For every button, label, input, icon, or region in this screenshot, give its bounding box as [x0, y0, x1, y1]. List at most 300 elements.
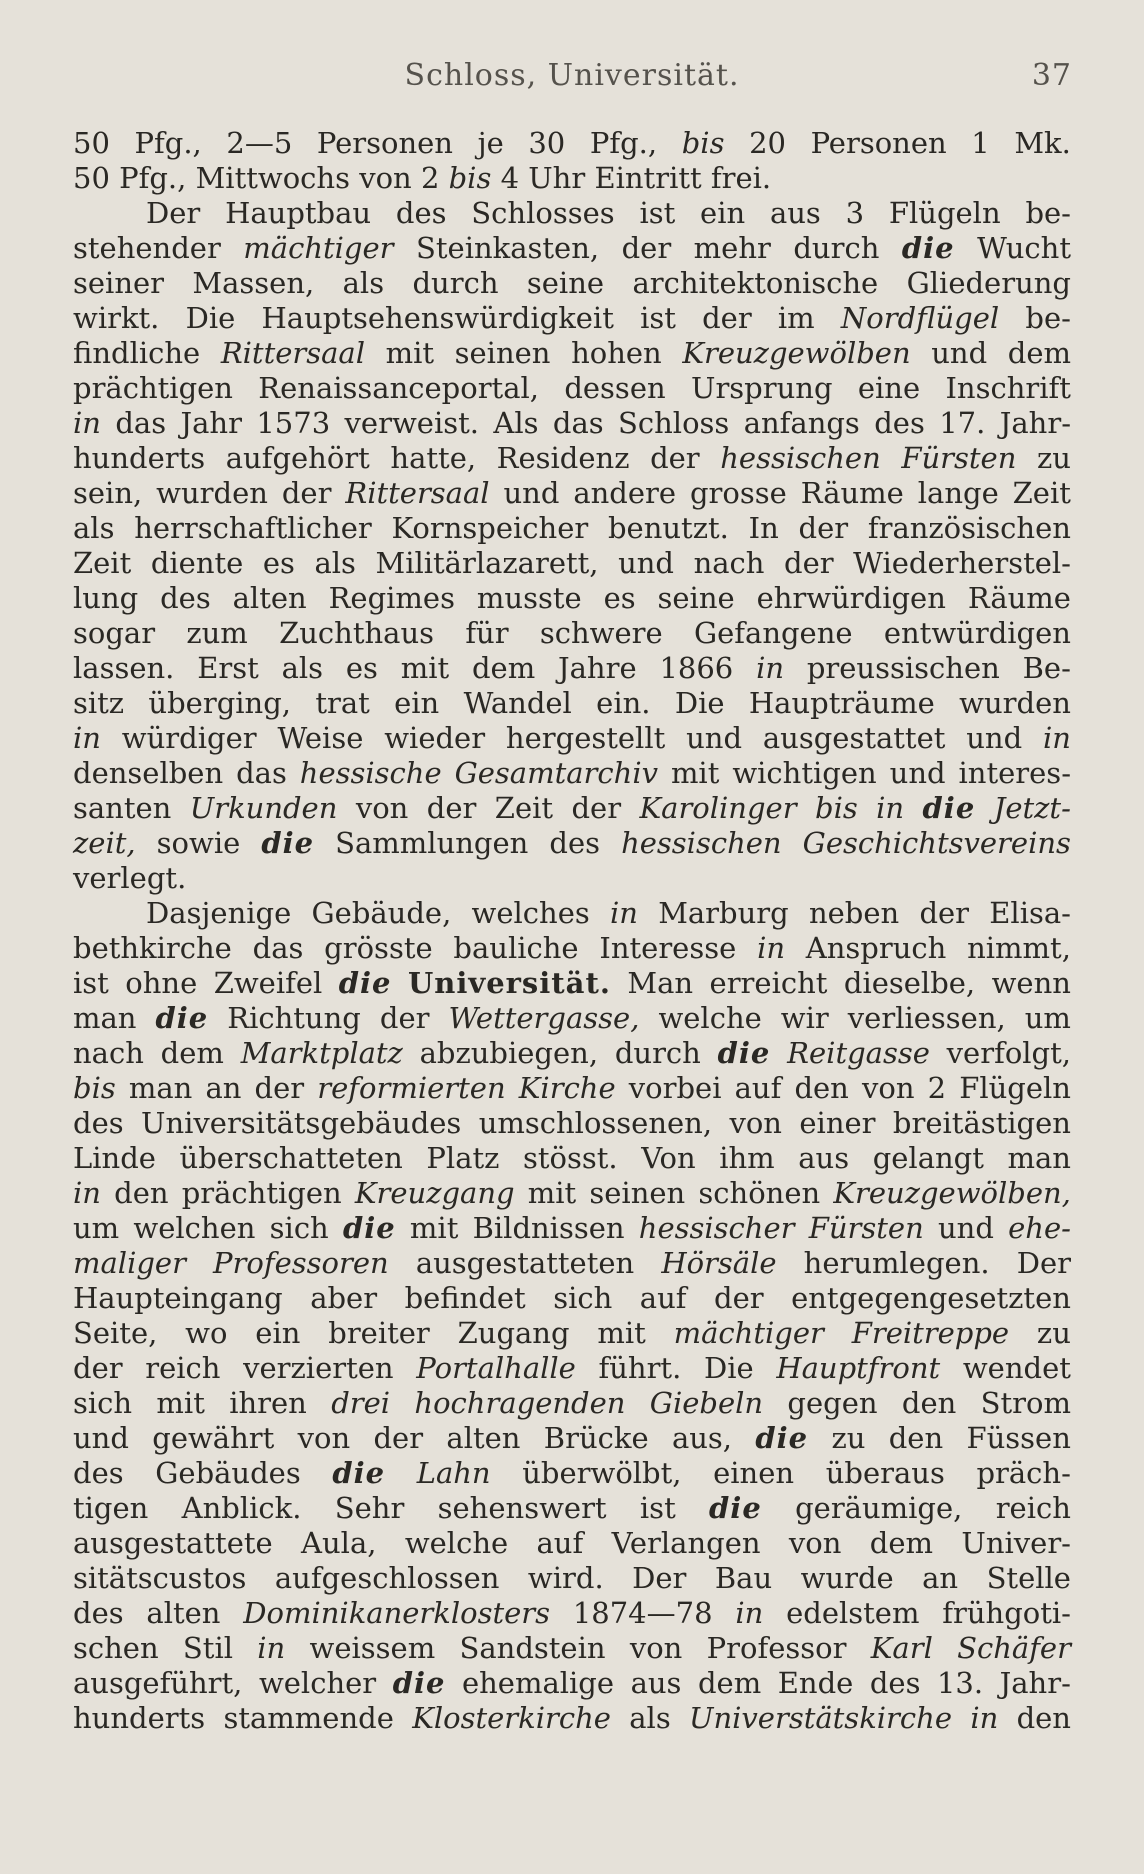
word: französischen [867, 511, 1071, 545]
text-line [73, 511, 1071, 546]
word: architektonische [632, 266, 879, 300]
word: des [869, 1666, 921, 1700]
text-line [73, 791, 1071, 826]
word: be- [1025, 301, 1071, 335]
text-line [73, 441, 1071, 476]
word: ihren [229, 1386, 307, 1420]
word: Inschrift [945, 371, 1071, 405]
word: in [757, 931, 786, 965]
word: den [901, 1386, 957, 1420]
word: Massen, [192, 266, 315, 300]
word: 13. [936, 1666, 984, 1700]
word: Der [1016, 1246, 1071, 1280]
text-line [73, 861, 1071, 896]
word: Gesamtarchiv [454, 756, 658, 790]
word: Jetzt- [993, 791, 1071, 825]
word: stösst. [523, 1141, 618, 1175]
word: aus [769, 196, 821, 230]
word: mächtiger [243, 231, 394, 265]
word: um [73, 1211, 120, 1245]
word: als [342, 266, 385, 300]
word: Hörsäle [661, 1246, 777, 1280]
word: die [338, 966, 392, 1000]
word: Universitätsgebäudes [141, 1106, 462, 1140]
word: mit [527, 1176, 577, 1210]
word: dessen [564, 371, 666, 405]
text-line [73, 1631, 1071, 1666]
text-line [73, 896, 1071, 931]
word: aus [630, 1666, 682, 1700]
word: Steinkasten, [416, 231, 600, 265]
word: lung [73, 581, 139, 615]
word: die [155, 1001, 209, 1035]
word: Zweifel [213, 966, 323, 1000]
word: Räume [800, 476, 904, 510]
word: Als [493, 406, 539, 440]
word: dem [1007, 336, 1071, 370]
word: gegen [787, 1386, 878, 1420]
word: des [549, 826, 600, 860]
word: Mk. [1014, 126, 1071, 160]
word: vorbei [628, 1071, 722, 1105]
word: trat [315, 686, 370, 720]
word: Karolinger [639, 791, 797, 825]
word: Geschichtsvereins [802, 826, 1071, 860]
word: das [252, 931, 304, 965]
word: das [115, 406, 167, 440]
word: mit [670, 756, 720, 790]
word: Professor [706, 1631, 847, 1665]
word: die [261, 826, 315, 860]
word: Platz [426, 1141, 500, 1175]
word: und [889, 756, 946, 790]
word: nimmt, [967, 931, 1071, 965]
word: aus, [671, 1421, 733, 1455]
page-number: 37 [1031, 58, 1072, 93]
word: sitz [73, 686, 125, 720]
word: 17. [939, 406, 986, 440]
word: den [1016, 1701, 1071, 1735]
word: Karl [870, 1631, 933, 1665]
word: in [73, 1176, 101, 1210]
word: dem [697, 1666, 762, 1700]
word: alten [232, 581, 307, 615]
word: es [262, 546, 295, 580]
word: Professoren [213, 1246, 389, 1280]
running-head-title: Schloss, Universität. [404, 58, 740, 93]
text-line [73, 231, 1071, 266]
word: von [629, 1631, 683, 1665]
word: und [937, 1211, 994, 1245]
word: nach [693, 546, 765, 580]
text-line [73, 1001, 1071, 1036]
word: Seite, [73, 1316, 158, 1350]
text-line [73, 126, 1071, 161]
word: diente [150, 546, 244, 580]
word: Marburg [658, 896, 789, 930]
word: dem [160, 1036, 224, 1070]
word: 1874—78 [572, 1596, 713, 1630]
word: auf [734, 1071, 782, 1105]
word: sich [553, 1281, 613, 1315]
word: der [281, 476, 332, 510]
word: Dominikanerklosters [243, 1596, 551, 1630]
text-line [73, 1491, 1071, 1526]
word: überwölbt, [522, 1456, 682, 1490]
word: hatte, [390, 441, 477, 475]
word: mit [385, 336, 435, 370]
word: des [73, 1596, 124, 1630]
word: als [629, 1701, 671, 1735]
word: schwere [539, 616, 663, 650]
text-line [73, 651, 1071, 686]
word: Erst [197, 651, 259, 685]
word: Personen [810, 126, 947, 160]
word: Zuchthaus [279, 616, 435, 650]
word: ehe- [1008, 1211, 1071, 1245]
word: zu [831, 1421, 866, 1455]
text-line [73, 1386, 1071, 1421]
word: reformierten [317, 1071, 506, 1105]
word: mit [156, 1386, 205, 1420]
text-line [73, 1281, 1071, 1316]
word: dieselbe, [843, 966, 976, 1000]
word: ein [255, 1316, 301, 1350]
word: Richtung [227, 1001, 361, 1035]
word: Marktplatz [240, 1036, 403, 1070]
word: wurden [959, 686, 1071, 720]
word: Flügeln [888, 196, 1001, 230]
word: auf [536, 1526, 584, 1560]
word: In [748, 511, 779, 545]
text-line [73, 1211, 1071, 1246]
word: sogar [73, 616, 156, 650]
word: Kreuzgang [354, 1176, 515, 1210]
word: bauliche [453, 931, 579, 965]
word: verweist. [344, 406, 479, 440]
word: der [798, 511, 849, 545]
word: musste [476, 581, 582, 615]
word: Dasjenige [146, 896, 292, 930]
word: Weise [277, 721, 364, 755]
word: bis [73, 1071, 116, 1105]
word: Zeit [494, 791, 554, 825]
word: Flügeln [959, 1071, 1071, 1105]
word: der [784, 546, 834, 580]
word: sowie [156, 826, 241, 860]
word: der [426, 791, 477, 825]
word: ehemalige [461, 1666, 615, 1700]
word: santen [73, 791, 172, 825]
text-line [73, 1456, 1071, 1491]
word: es [603, 581, 636, 615]
word: Universtätskirche [689, 1701, 952, 1735]
text-line [73, 1071, 1071, 1106]
text-line [73, 1246, 1071, 1281]
text-line [73, 371, 1071, 406]
word: den [888, 1421, 944, 1455]
word: der [650, 441, 700, 475]
word: hessischer [638, 1211, 795, 1245]
word: Uhr [528, 161, 586, 195]
text-line [73, 546, 1071, 581]
word: Regimes [328, 581, 455, 615]
text-line [73, 826, 1071, 861]
word: und [73, 1421, 129, 1455]
word: dem [471, 651, 536, 685]
word: Residenz [496, 441, 630, 475]
word: Stil [182, 1631, 233, 1665]
word: schönen [698, 1176, 821, 1210]
word: Giebeln [649, 1386, 764, 1420]
word: die [901, 231, 955, 265]
word: Pfg., [134, 126, 202, 160]
word: Sandstein [459, 1631, 606, 1665]
word: Schloss [618, 406, 730, 440]
word: breitästigen [892, 1106, 1071, 1140]
text-line [73, 686, 1071, 721]
word: Portalhalle [416, 1351, 576, 1385]
word: Die [674, 686, 725, 720]
word: des [73, 1106, 124, 1140]
word: der [714, 1281, 764, 1315]
text-line [73, 1141, 1071, 1176]
text-line [73, 1106, 1071, 1141]
word: des [73, 1456, 124, 1490]
word: mit [400, 651, 450, 685]
body-text [73, 126, 1071, 1736]
word: 4 [500, 161, 520, 195]
word: bethkirche [73, 931, 232, 965]
word: in [257, 1631, 286, 1665]
word: einen [713, 1456, 795, 1490]
word: dem [869, 1526, 934, 1560]
word: von [788, 1526, 842, 1560]
word: entgegengesetzten [791, 1281, 1071, 1315]
word: Wettergasse, [448, 1001, 640, 1035]
word: ist [639, 196, 676, 230]
word: man [128, 1071, 193, 1105]
word: bis [448, 161, 492, 195]
word: frei. [710, 161, 772, 195]
word: 20 [749, 126, 786, 160]
word: Der [632, 1561, 687, 1595]
word: wendet [962, 1351, 1071, 1385]
word: um [1024, 1001, 1071, 1035]
text-line [73, 1421, 1071, 1456]
word: seinen [454, 336, 551, 370]
word: Strom [980, 1386, 1071, 1420]
word: überging, [148, 686, 291, 720]
word: zum [186, 616, 248, 650]
word: den [794, 1071, 849, 1105]
word: seiner [73, 266, 165, 300]
word: die [332, 1456, 386, 1490]
word: wurde [800, 1561, 894, 1595]
word: interes- [958, 756, 1071, 790]
word: Die [185, 301, 236, 335]
word: als [281, 651, 324, 685]
word: des [160, 581, 211, 615]
word: seine [657, 581, 735, 615]
word: wird. [527, 1561, 604, 1595]
word: ausgestattet [762, 721, 946, 755]
word: 2 [420, 161, 440, 195]
word: Jahr- [999, 1666, 1071, 1700]
word: ein [700, 196, 746, 230]
text-line [73, 301, 1071, 336]
word: ihm [719, 1141, 775, 1175]
word: Nordflügel [840, 301, 1000, 335]
text-line [73, 1036, 1071, 1071]
word: der [702, 301, 752, 335]
word: schen [73, 1631, 159, 1665]
word: Haupträume [748, 686, 935, 720]
word: auf [639, 1281, 687, 1315]
word: man [73, 1001, 137, 1035]
word: aufgehört [225, 441, 370, 475]
word: Zeit [1012, 476, 1071, 510]
word: hochragenden [414, 1386, 626, 1420]
word: Pfg., [119, 161, 187, 195]
word: gewährt [152, 1421, 275, 1455]
word: 2 [927, 1071, 947, 1105]
word: Jahr- [999, 406, 1071, 440]
word: Wucht [977, 231, 1071, 265]
text-line [73, 1561, 1071, 1596]
word: grösste [324, 931, 433, 965]
word: ehrwürdigen [756, 581, 946, 615]
word: gelangt [872, 1141, 984, 1175]
word: Bildnissen [472, 1211, 625, 1245]
word: Eintritt [594, 161, 702, 195]
word: Reitgasse [787, 1036, 930, 1070]
word: Elisa- [989, 896, 1071, 930]
word: Militärlazarett, [375, 546, 599, 580]
word: herumlegen. [803, 1246, 990, 1280]
word: geräumige, [795, 1491, 963, 1525]
text-line [73, 1701, 1071, 1736]
word: Kreuzgewölben [682, 336, 911, 370]
word: 1 [971, 126, 990, 160]
text-line [73, 336, 1071, 371]
word: verzierten [243, 1351, 394, 1385]
text-line [73, 196, 1071, 231]
word: Linde [73, 1141, 156, 1175]
word: welchen [133, 1211, 256, 1245]
word: bis [815, 791, 858, 825]
word: die [717, 1036, 771, 1070]
word: Fürsten [901, 441, 1017, 475]
word: der [73, 1351, 123, 1385]
word: grosse [689, 476, 787, 510]
word: durch [412, 266, 499, 300]
text-line [73, 756, 1071, 791]
word: in [610, 896, 638, 930]
word: in [73, 406, 101, 440]
word: die [709, 1491, 762, 1525]
word: seine [526, 266, 605, 300]
word: es [345, 651, 378, 685]
word: welches [471, 896, 590, 930]
word: nach [73, 1036, 144, 1070]
word: Gebäudes [155, 1456, 301, 1490]
word: Brücke [543, 1421, 649, 1455]
word: von [359, 161, 412, 195]
word: und [686, 721, 743, 755]
word: Fürsten [808, 1211, 924, 1245]
word: hohen [571, 336, 662, 370]
word: entwürdigen [883, 616, 1071, 650]
word: man [1007, 1141, 1071, 1175]
word: prächtigen [181, 1176, 342, 1210]
word: Personen [316, 126, 453, 160]
word: die [922, 791, 976, 825]
word: des [395, 196, 447, 230]
word: zu [1036, 1316, 1071, 1350]
word: von [297, 1421, 351, 1455]
word: Sehr [334, 1491, 405, 1525]
word: Kornspeicher [391, 511, 589, 545]
word: Hauptfront [776, 1351, 941, 1385]
word: der [571, 791, 622, 825]
word: der [254, 1071, 305, 1105]
word: Klosterkirche [412, 1701, 611, 1735]
word: lassen. [73, 651, 175, 685]
word: mächtiger [673, 1316, 824, 1350]
word: 1866 [659, 651, 734, 685]
word: verlegt. [73, 861, 187, 895]
word: die [392, 1666, 446, 1700]
word: und [966, 721, 1023, 755]
word: im [777, 301, 815, 335]
word: welche [658, 1001, 762, 1035]
word: in [73, 721, 101, 755]
word: anfangs [743, 406, 860, 440]
running-head [0, 58, 1144, 98]
word: aus [798, 1141, 850, 1175]
word: frühgoti- [942, 1596, 1071, 1630]
word: Sammlungen [335, 826, 529, 860]
word: Interesse [599, 931, 737, 965]
word: reich [995, 1491, 1071, 1525]
word: sein, [73, 476, 143, 510]
word: überaus [825, 1456, 945, 1490]
word: denselben [73, 756, 224, 790]
word: Kirche [518, 1071, 616, 1105]
word: preussischen [806, 651, 1000, 685]
word: wieder [384, 721, 486, 755]
word: maliger [73, 1246, 186, 1280]
word: hessischen [720, 441, 881, 475]
word: Anblick. [181, 1491, 302, 1525]
text-line [73, 406, 1071, 441]
text-line [73, 721, 1071, 756]
word: Ursprung [691, 371, 833, 405]
text-line [73, 161, 1071, 196]
word: Univer- [961, 1526, 1071, 1560]
word: durch [793, 231, 880, 265]
word: der [373, 1421, 424, 1455]
word: Mittwochs [195, 161, 350, 195]
word: in [970, 1701, 999, 1735]
word: wichtigen [732, 756, 877, 790]
word: ausgestatteten [415, 1246, 635, 1280]
word: findliche [73, 336, 201, 370]
word: in [756, 651, 785, 685]
word: 3 [845, 196, 865, 230]
word: ein [394, 686, 440, 720]
